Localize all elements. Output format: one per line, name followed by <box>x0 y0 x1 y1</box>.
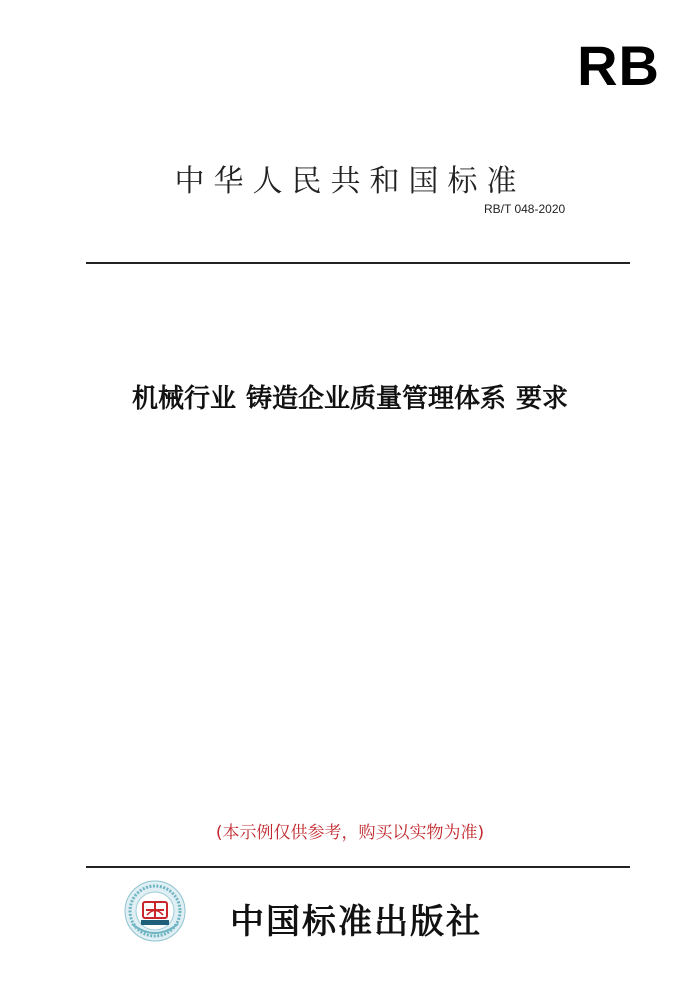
national-standard-heading: 中华人民共和国标准 <box>174 164 526 199</box>
standard-code: RB/T 048-2020 <box>484 202 566 216</box>
bottom-divider <box>86 866 630 868</box>
top-divider <box>86 262 630 264</box>
document-title <box>0 378 700 415</box>
title-part-requirements: 要求 <box>516 384 569 414</box>
publisher-name: 中国标准出版社 <box>230 902 482 942</box>
title-part-industry: 机械行业 <box>131 384 236 414</box>
title-part-subject: 铸造企业质量管理体系 <box>245 384 506 414</box>
sample-disclaimer: (本示例仅供参考，购买以实物为准) <box>215 823 485 843</box>
rb-logo: RB <box>577 34 660 97</box>
publisher-seal-icon <box>124 880 186 942</box>
